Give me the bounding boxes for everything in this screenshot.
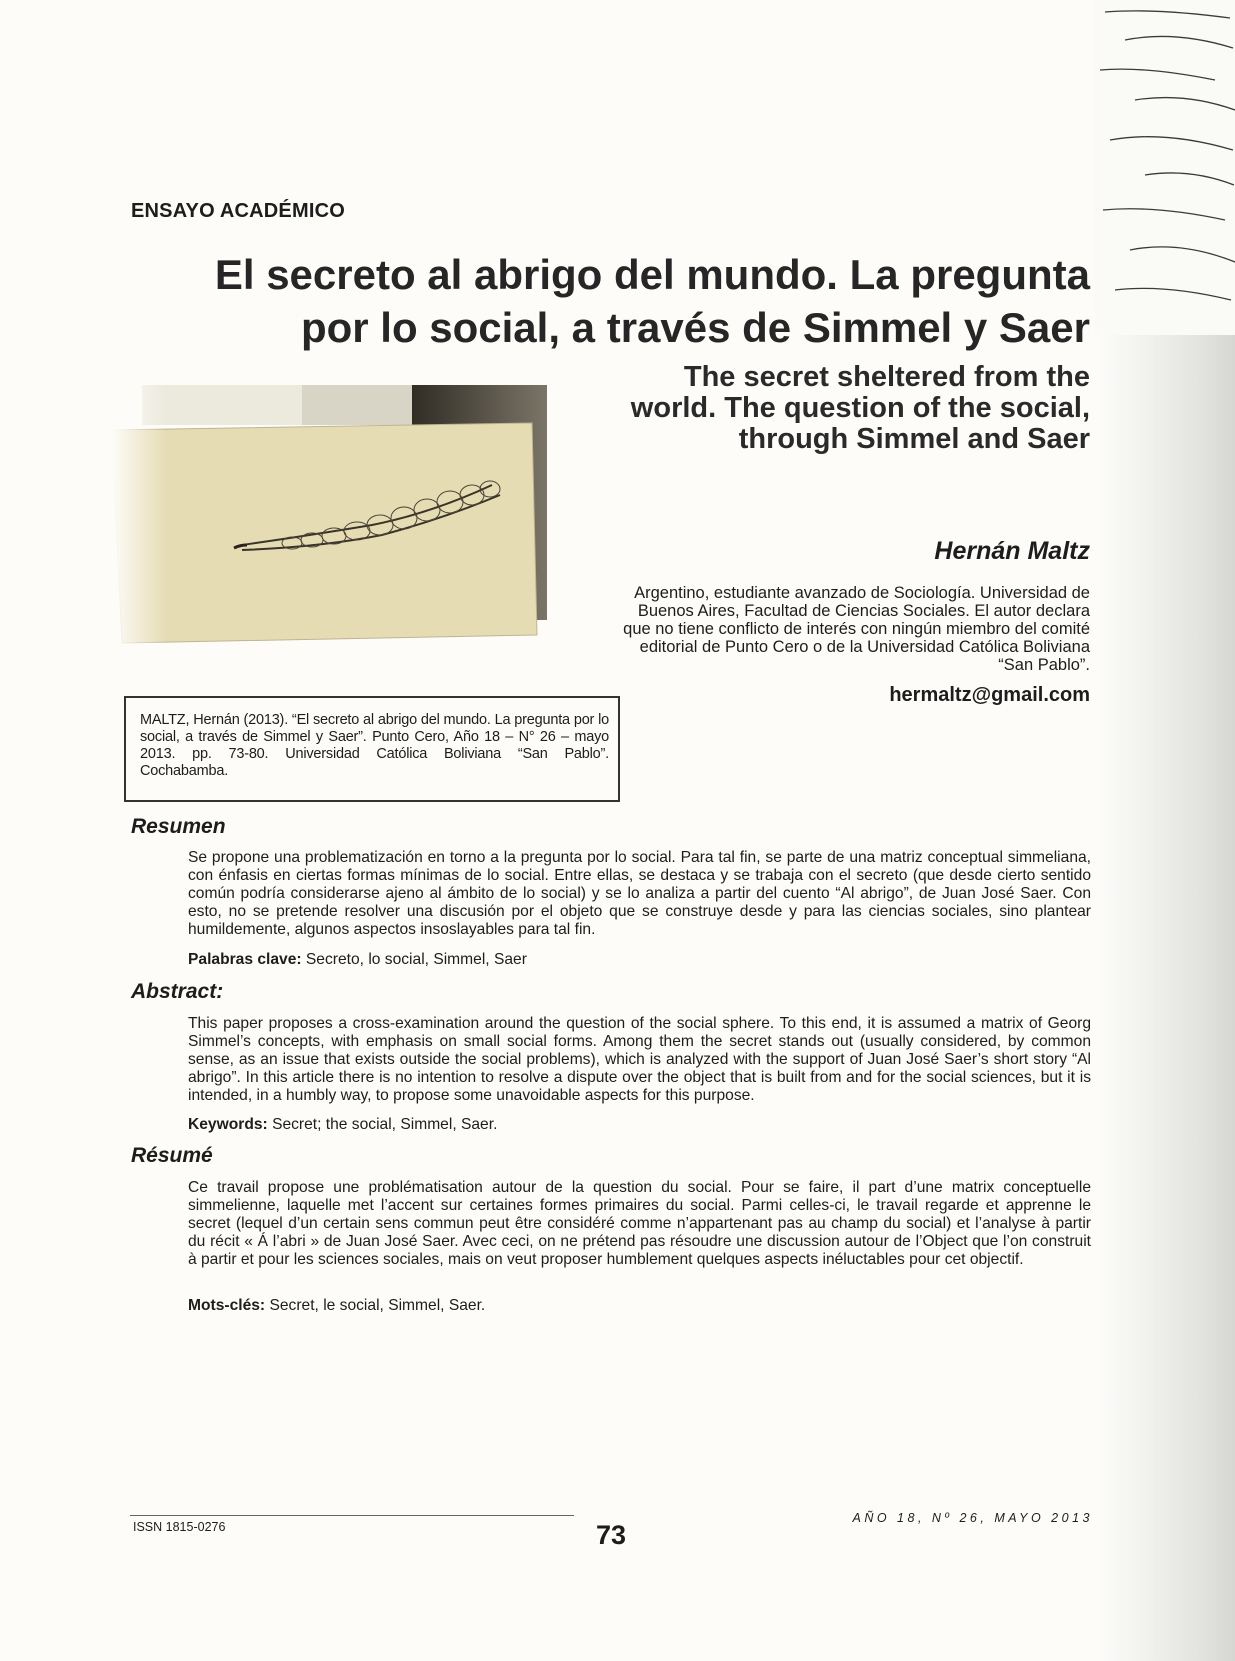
resumen-text: Se propone una problematización en torno a la pregunta por lo social. Para tal fin, se parte de una matriz conceptual simmeliana, con énfasis en ciertas formas mínimas de lo social. Entre ellas, se destaca y se trabaja con el secreto (que desde cierto sentido común podría considerarse ajeno al ámbito de lo social) y se lo analiza a partir del cuento “Al abrigo”, de Juan José Saer. Con esto, no se pretende resolver una discusión por el objeto que se construye desde y para las ciencias sociales, sino plantear humildemente, algunos aspectos insoslayables para tal fin. [188, 849, 1091, 938]
footer-issue: AÑO 18, Nº 26, MAYO 2013 [852, 1511, 1093, 1525]
resume-heading: Résumé [131, 1144, 213, 1167]
affiliation-line: editorial de Punto Cero o de la Universidad Católica Boliviana [639, 638, 1090, 656]
section-label: ENSAYO ACADÉMICO [131, 200, 345, 222]
keywords-label: Mots-clés: [188, 1297, 266, 1314]
affiliation-line: que no tiene conflicto de interés con ningún miembro del comité [623, 620, 1090, 638]
affiliation-line: “San Pablo”. [998, 656, 1090, 674]
abstract-keywords [188, 1116, 497, 1134]
resumen-heading: Resumen [131, 815, 226, 838]
affiliation-line: Argentino, estudiante avanzado de Sociología. Universidad de [634, 584, 1090, 602]
citation-box: MALTZ, Hernán (2013). “El secreto al abrigo del mundo. La pregunta por lo social, a través de Simmel y Saer”. Punto Cero, Año 18 – N° 26 – mayo 2013. pp. 73-80. Universidad Católica Boliviana “San Pablo”. Cochabamba. [124, 696, 620, 802]
ink-strokes-decoration [1095, 0, 1235, 335]
author-name: Hernán Maltz [934, 537, 1090, 565]
article-subtitle [530, 362, 1090, 455]
page-number: 73 [596, 1520, 627, 1550]
subtitle-line-2: world. The question of the social, [630, 392, 1090, 424]
title-line-2: por lo social, a través de Simmel y Saer [300, 304, 1090, 351]
resume-text: Ce travail propose une problématisation autour de la question du social. Pour se faire, il part d’une matrix conceptuelle simmelienne, laquelle met l’accent sur certaines formes primaires du social. Parmi celles-ci, le travail regarde et apprenne le secret (lequel d’un certain sens commun peut être considéré comme n’appartenant pas au champ du social) et l’analyse à partir du récit « Á l’abri » de Juan José Saer. Avec ceci, on ne prétend pas résoudre une discussion autour de l’Object que l’on construit à partir et pour les sciences sociales, mais on veut proposer humblement quelques aspects inéluctables pour cet objectif. [188, 1179, 1091, 1268]
author-email-link[interactable]: hermaltz@gmail.com [889, 684, 1090, 706]
footer-divider [130, 1515, 574, 1516]
affiliation-line: Buenos Aires, Facultad de Ciencias Sociales. El autor declara [637, 602, 1090, 620]
keywords-value: Secret, le social, Simmel, Saer. [265, 1297, 486, 1314]
keywords-label: Keywords: [188, 1116, 268, 1133]
footer-issn: ISSN 1815-0276 [133, 1520, 226, 1534]
article-title [110, 248, 1090, 354]
author-affiliation [570, 584, 1090, 674]
subtitle-line-1: The secret sheltered from the [683, 361, 1090, 393]
resumen-keywords [188, 951, 527, 969]
keywords-value: Secret; the social, Simmel, Saer. [267, 1116, 498, 1133]
abstract-heading: Abstract: [131, 980, 224, 1003]
keywords-label: Palabras clave: [188, 951, 302, 968]
decorative-side-strip-top [1095, 0, 1235, 335]
title-line-1: El secreto al abrigo del mundo. La pregunta [214, 251, 1090, 298]
keywords-value: Secreto, lo social, Simmel, Saer [301, 951, 527, 968]
resume-keywords [188, 1297, 485, 1315]
abstract-text: This paper proposes a cross-examination around the question of the social sphere. To this end, it is assumed a matrix of Georg Simmel’s concepts, with emphasis on small social forms. Among them the secret stands out (usually considered, by common sense, as an issue that exists outside the social problems), which is analyzed with the support of Juan José Saer’s short story “Al abrigo”. In this article there is no intention to resolve a dispute over the object that is built from and for the social sciences, but it is intended, in a humbly way, to propose some unavoidable aspects for this purpose. [188, 1015, 1091, 1104]
subtitle-line-3: through Simmel and Saer [738, 423, 1090, 455]
article-illustration [112, 385, 567, 650]
